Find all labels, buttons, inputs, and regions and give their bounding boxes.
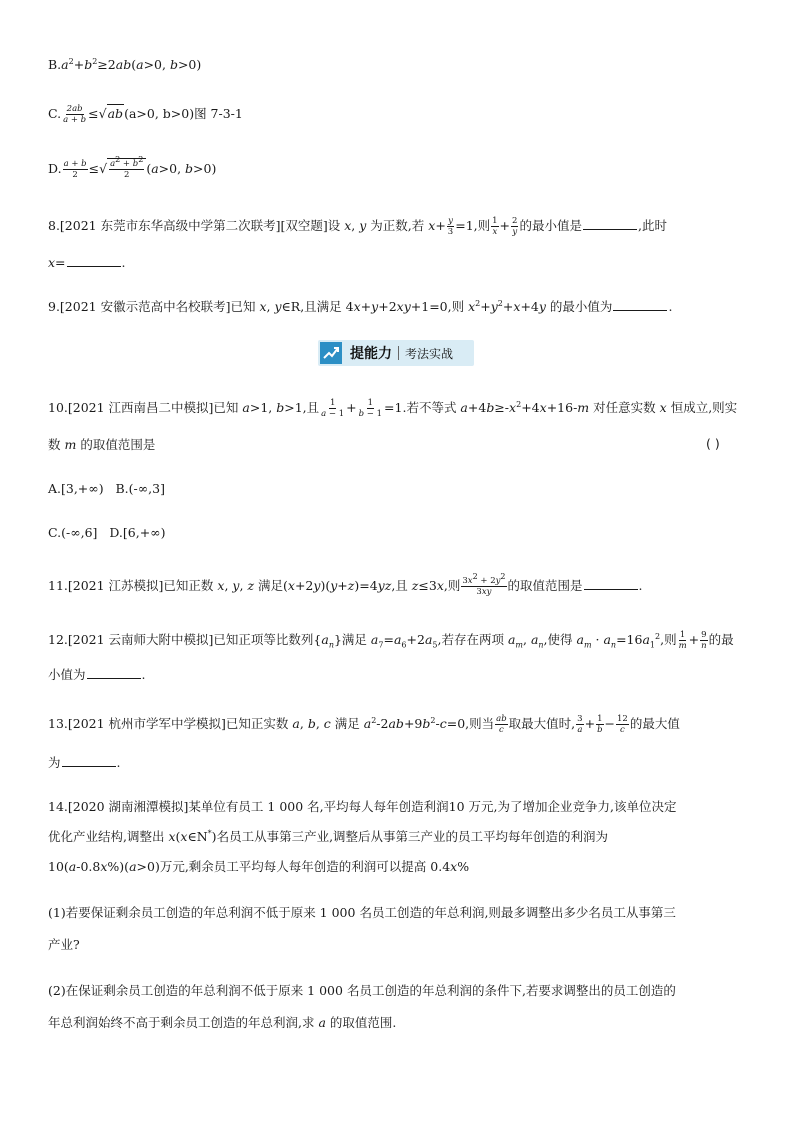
banner-subtitle: 考法实战 bbox=[405, 346, 454, 361]
question-10-line2: 数 m 的取值范围是 bbox=[48, 437, 156, 452]
question-12: 12.[2021 云南师大附中模拟]已知正项等比数列$\{a_n\}$满足 $a_7=a_6+2a_5$,若存在两项 $a_m$, $a_n$,使得 $a_m \cdot a_n=16a_1^2$,则 $\frac{1}{m}$ + $\frac{9}{n}$ 的最 bbox=[48, 630, 734, 651]
banner-title: 提能力 bbox=[350, 346, 392, 362]
question-13: 13.[2021 杭州市学军中学模拟]已知正实数 a, b, c 满足 $a^2-2ab+9b^2-c=0$,则当 $\frac{ab}{c}$ 取最大值时, $\frac{3}{a}$ + $\frac{1}{b}$ − $\frac{12}{c}$ 的最大值 bbox=[48, 714, 680, 735]
option-c[interactable]: C.(-∞,6] bbox=[48, 525, 98, 540]
answer-blank[interactable] bbox=[62, 754, 116, 767]
options-ab bbox=[48, 480, 165, 498]
answer-paren[interactable]: ( ) bbox=[706, 436, 720, 451]
question-8-line2: x= . bbox=[48, 255, 126, 270]
chart-icon bbox=[320, 342, 342, 364]
question-14-line3: 10(a-0.8x%)(a>0)万元,剩余员工平均每人每年创造的利润可以提高 0.4x% bbox=[48, 859, 470, 874]
question-14-part1-line2: 产业? bbox=[48, 937, 80, 952]
question-9: 9.[2021 安徽示范高中名校联考]已知 x, y∈R,且满足 4x+y+2xy+1=0,则 $x^2+y^2+x+4y$ 的最小值为 . bbox=[48, 298, 673, 314]
section-banner bbox=[318, 340, 474, 366]
option-d[interactable]: D.[6,+∞) bbox=[109, 525, 166, 540]
question-14-part1: (1)若要保证剩余员工创造的年总利润不低于原来 1 000 名员工创造的年总利润,则最多调整出多少名员工从事第三 bbox=[48, 905, 676, 920]
option-d: D. $\frac{a + b}{2}$ ≤√ $\frac{a^2 + b^2}{2}$ (a>0, b>0) bbox=[48, 155, 217, 180]
question-14-part2-line2: 年总利润始终不高于剩余员工创造的年总利润,求 a 的取值范围. bbox=[48, 1015, 397, 1030]
question-14: 14.[2020 湖南湘潭模拟]某单位有员工 1 000 名,平均每人每年创造利润10 万元,为了增加企业竞争力,该单位决定 bbox=[48, 799, 677, 814]
question-12-line2: 小值为 . bbox=[48, 667, 146, 682]
question-8: 8.[2021 东莞市东华高级中学第二次联考][双空题]设 x, y 为正数,若 x+ $\frac{y}{3}$ =1,则 $\frac{1}{x}$ + $\frac{2}{y}$ 的最小值是 ,此时 bbox=[48, 216, 667, 237]
option-a[interactable]: A.[3,+∞) bbox=[48, 481, 104, 496]
option-b: $B.a^2+b^2\ge 2ab(a>0$, b>0) bbox=[48, 56, 202, 72]
answer-blank[interactable] bbox=[87, 666, 141, 679]
question-14-line2: 优化产业结构,调整出 x(x∈N*)名员工从事第三产业,调整后从事第三产业的员工平均每年创造的利润为 bbox=[48, 828, 609, 844]
option-c: C. $\frac{2ab}{a + b}$ ≤√ab(a>0, b>0)图 7-3-1 bbox=[48, 104, 243, 125]
question-11: 11.[2021 江苏模拟]已知正数 x, y, z 满足(x+2y)(y+z)=4yz,且 z≤3x,则 $\frac{3x^2 + 2y^2}{3xy}$ 的取值范围是 . bbox=[48, 572, 643, 597]
answer-blank[interactable] bbox=[613, 298, 667, 311]
option-b[interactable]: B.(-∞,3] bbox=[115, 481, 165, 496]
question-13-line2: 为 . bbox=[48, 755, 121, 770]
question-10: 10.[2021 江西南昌二中模拟]已知 a>1, b>1,且 $\frac{1}{a - 1}$ + $\frac{1}{b - 1}$ =1.若不等式 $a+4b\ge-x^2+4x+16-m$ 对任意实数 x 恒成立,则实 bbox=[48, 398, 738, 419]
answer-blank[interactable] bbox=[584, 577, 638, 590]
answer-blank[interactable] bbox=[583, 217, 637, 230]
question-14-part2: (2)在保证剩余员工创造的年总利润不低于原来 1 000 名员工创造的年总利润的条件下,若要求调整出的员工创造的 bbox=[48, 983, 676, 998]
answer-blank[interactable] bbox=[67, 254, 121, 267]
options-cd bbox=[48, 524, 165, 542]
